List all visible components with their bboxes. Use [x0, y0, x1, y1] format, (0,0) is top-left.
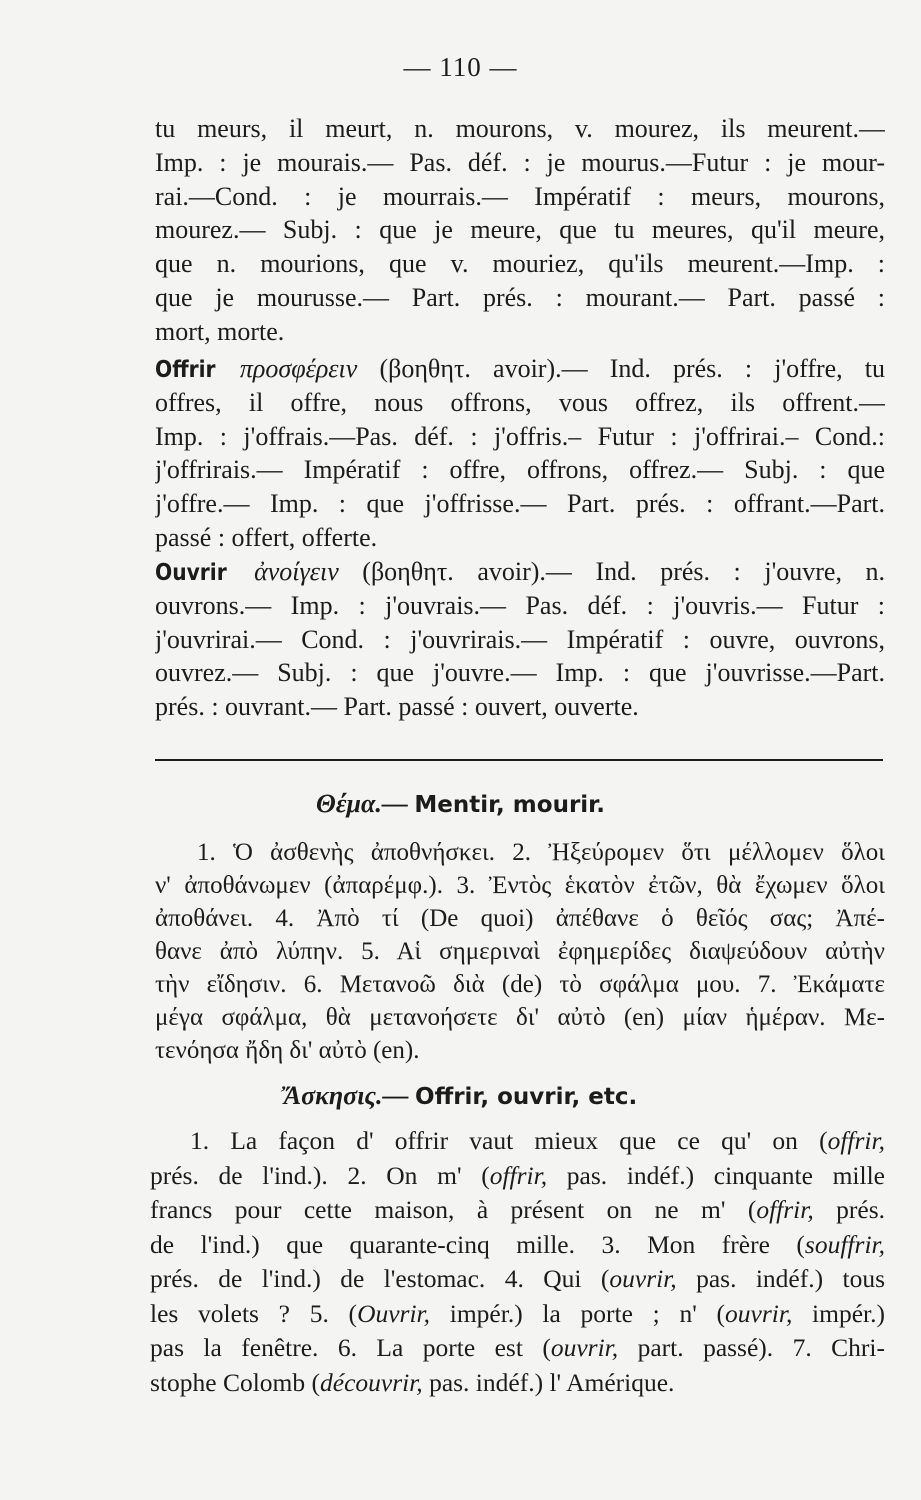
text-line: [150, 1262, 885, 1297]
text-span: 1. La façon d' offrir vaut mieux que ce qu' on (: [190, 1126, 828, 1155]
text-span: pas. indéf.) l' Amérique.: [422, 1367, 675, 1397]
text-line: tu meurs, il meurt, n. mourons, v. mourez, ils meurent.—: [155, 114, 885, 143]
text-span: part. passé). 7. Chri-: [618, 1333, 885, 1362]
text-span: pas. indéf.) tous: [676, 1264, 885, 1293]
greek-gloss: προσφέρειν: [239, 354, 358, 383]
verb-hint: ouvrir,: [550, 1333, 619, 1362]
thema-french-title: Mentir, mourir.: [414, 792, 605, 818]
text-line: Imp. : je mourais.— Pas. déf. : je mourus.—Futur : je mour-: [155, 147, 885, 177]
text-line: 1. Ὁ ἀσθενὴς ἀποθνήσκει. 2. Ἠξεύρομεν ὅτι μέλλομεν ὅλοι: [197, 839, 885, 866]
verb-heading-ouvrir: Ouvrir: [155, 560, 227, 586]
text-line: τενόησα ἤδη δι' αὐτὸ (en).: [155, 1037, 420, 1064]
text-span: impér.) la porte ; n' (: [430, 1298, 726, 1328]
text-line: [150, 1366, 885, 1401]
text-line: μέγα σφάλμα, θὰ μετανοήσετε δι' αὐτὸ (en) μίαν ἡμέραν. Με-: [155, 1004, 885, 1031]
thema-title: [0, 789, 921, 819]
text-line: [150, 1297, 885, 1332]
offrir-conjugation: [155, 352, 885, 555]
text-span: pas la fenêtre. 6. La porte est (: [150, 1333, 551, 1362]
text-line: rai.—Cond. : je mourrais.— Impératif : meurs, mourons,: [155, 181, 885, 211]
verb-hint: ouvrir,: [725, 1298, 793, 1328]
text-line: [150, 1124, 885, 1159]
text-line: que n. mourions, que v. mouriez, qu'ils meurent.—Imp. :: [155, 249, 885, 279]
thema-exercise: [155, 836, 885, 1067]
thema-greek-title: Θέμα.—: [316, 789, 408, 818]
text-line: que je mourusse.— Part. prés. : mourant.— Part. passé :: [155, 282, 885, 312]
askisis-french-title: Offrir, ouvrir, etc.: [415, 1084, 638, 1110]
verb-hint: souffrir,: [804, 1229, 885, 1259]
text-span: les volets ? 5. (: [150, 1298, 358, 1328]
verb-hint: ouvrir,: [609, 1264, 677, 1293]
text-span: prés.: [813, 1195, 885, 1224]
text-line: Imp. : j'offrais.—Pas. déf. : j'offris.– Futur : j'offrirai.– Cond.:: [155, 421, 885, 451]
page-number: — 110 —: [403, 52, 518, 82]
text-line: mort, morte.: [155, 316, 285, 346]
text-line: ouvrons.— Imp. : j'ouvrais.— Pas. déf. : j'ouvris.— Futur :: [155, 590, 885, 620]
text-span: prés. de l'ind.). 2. On m' (: [150, 1160, 490, 1190]
text-line: j'offre.— Imp. : que j'offrisse.— Part. prés. : offrant.—Part.: [155, 489, 885, 519]
text-span: francs pour cette maison, à présent on ne m' (: [150, 1195, 757, 1224]
verb-heading-offrir: Offrir: [155, 357, 216, 383]
text-line: [150, 1331, 885, 1366]
text-line: ν' ἀποθάνωμεν (ἀπαρέμφ.). 3. Ἐντὸς ἑκατὸν ἐτῶν, θὰ ἔχωμεν ὅλοι: [155, 872, 885, 899]
text-line: θανε ἀπὸ λύπην. 5. Αἱ σημεριναὶ ἐφημερίδες διαψεύδουν αὐτὴν: [155, 938, 885, 965]
text-line: offres, il offre, nous offrons, vous offrez, ils offrent.—: [155, 387, 885, 417]
verb-hint: offrir,: [489, 1160, 548, 1190]
verb-hint: offrir,: [827, 1126, 885, 1155]
text-span: de l'ind.) que quarante-cinq mille. 3. Mon frère (: [150, 1229, 805, 1259]
verb-hint: découvrir,: [320, 1367, 423, 1397]
text-line: ἀποθάνει. 4. Ἀπὸ τί (De quoi) ἀπέθανε ὁ θεῖός σας; Ἀπέ-: [155, 905, 885, 932]
askisis-exercise: [150, 1124, 885, 1400]
greek-gloss: ἀνοίγειν: [254, 557, 339, 586]
text-span: prés. de l'ind.) de l'estomac. 4. Qui (: [150, 1264, 610, 1293]
section-divider: [155, 759, 883, 761]
askisis-greek-title: Ἄσκησις.—: [283, 1081, 409, 1110]
text-line: τὴν εἴδησιν. 6. Μετανοῶ διὰ (de) τὸ σφάλμα μου. 7. Ἐκάματε: [155, 971, 885, 998]
text-line: [150, 1228, 885, 1263]
text-span: pas. indéf.) cinquante mille: [547, 1160, 885, 1190]
verb-hint: offrir,: [756, 1195, 814, 1224]
text-line: prés. : ouvrant.— Part. passé : ouvert, ouverte.: [155, 692, 639, 722]
text-line: [150, 1193, 885, 1228]
text-line: j'ouvrirai.— Cond. : j'ouvrirais.— Impératif : ouvre, ouvrons,: [155, 624, 885, 654]
text-span: (βοηθητ. avoir).— Ind. prés. : j'offre, tu: [379, 354, 885, 383]
text-line: ouvrez.— Subj. : que j'ouvre.— Imp. : que j'ouvrisse.—Part.: [155, 658, 885, 688]
text-span: stophe Colomb (: [150, 1367, 320, 1397]
verb-hint: Ouvrir,: [357, 1298, 431, 1328]
text-line: [155, 352, 885, 386]
text-span: impér.): [792, 1298, 885, 1328]
text-line: j'offrirais.— Impératif : offre, offrons, offrez.— Subj. : que: [155, 455, 885, 485]
ouvrir-conjugation: [155, 555, 885, 724]
text-line: [155, 555, 885, 589]
mourir-conjugation: [155, 112, 885, 349]
text-line: passé : offert, offerte.: [155, 522, 378, 552]
text-span: (βοηθητ. avoir).— Ind. prés. : j'ouvre, n.: [362, 557, 885, 586]
askisis-title: [0, 1081, 921, 1111]
text-line: mourez.— Subj. : que je meure, que tu meures, qu'il meure,: [155, 215, 885, 245]
text-line: [150, 1159, 885, 1194]
